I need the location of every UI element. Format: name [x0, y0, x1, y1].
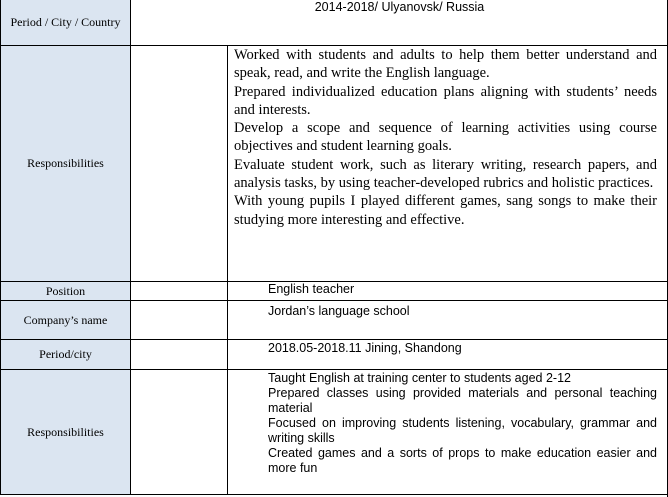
responsibility-paragraph: Prepared classes using provided materials and personal teaching material: [268, 386, 657, 415]
responsibilities-spacer-1: [130, 45, 227, 281]
period-city-country-value-cell: [130, 0, 668, 45]
responsibilities-label-2: [0, 369, 130, 494]
responsibility-paragraph: Created games and a sorts of props to make education easier and more fun: [268, 446, 657, 475]
responsibility-paragraph: Prepared individualized education plans aligning with students’ needs and interests.: [234, 83, 657, 118]
position-value-cell: [227, 281, 668, 300]
company-spacer: [130, 300, 227, 339]
company-label-text: Company’s name: [23, 312, 108, 327]
company-value: Jordan’s language school: [268, 304, 410, 318]
responsibility-paragraph: Worked with students and adults to help them better understand and speak, read, and write the English language.: [234, 47, 657, 82]
responsibilities-text-1: [234, 46, 657, 229]
period-city-label: [0, 339, 130, 369]
period-city-spacer: [130, 339, 227, 369]
table-bottom-border: [0, 494, 668, 495]
responsibility-paragraph: Evaluate student work, such as literary writing, research papers, and analysis tasks, by using teacher-developed rubrics and holistic practices.: [234, 156, 657, 192]
position-value: English teacher: [268, 282, 355, 296]
responsibilities-label-2-text: Responsibilities: [27, 424, 104, 439]
period-city-country-value: 2014-2018/ Ulyanovsk/ Russia: [314, 0, 485, 14]
position-label-text: Position: [45, 283, 86, 298]
responsibilities-label-1-text: Responsibilities: [27, 156, 104, 170]
period-city-value: 2018.05-2018.11 Jining, Shandong: [268, 341, 462, 355]
responsibilities-text-2: [268, 371, 657, 476]
responsibility-paragraph: Develop a scope and sequence of learning activities using course objectives and student learning goals.: [234, 120, 657, 155]
responsibility-paragraph: Focused on improving students listening, vocabulary, grammar and writing skills: [268, 416, 657, 445]
position-label: [0, 281, 130, 300]
period-city-country-label: [0, 0, 130, 45]
company-value-cell: [227, 300, 668, 339]
responsibilities-text-cell-1: [227, 45, 668, 281]
responsibilities-spacer-2: [130, 369, 227, 494]
period-city-country-label-text: Period / City / Country: [10, 15, 121, 29]
responsibility-paragraph: Taught English at training center to students aged 2-12: [268, 371, 571, 385]
period-city-label-text: Period/city: [39, 347, 92, 361]
position-spacer: [130, 281, 227, 300]
responsibilities-text-cell-2: [227, 369, 668, 494]
period-city-value-cell: [227, 339, 668, 369]
responsibility-paragraph: With young pupils I played different games, sang songs to make their studying more interesting and effective.: [234, 193, 657, 228]
responsibilities-label-1: [0, 45, 130, 281]
company-label: [0, 300, 130, 339]
